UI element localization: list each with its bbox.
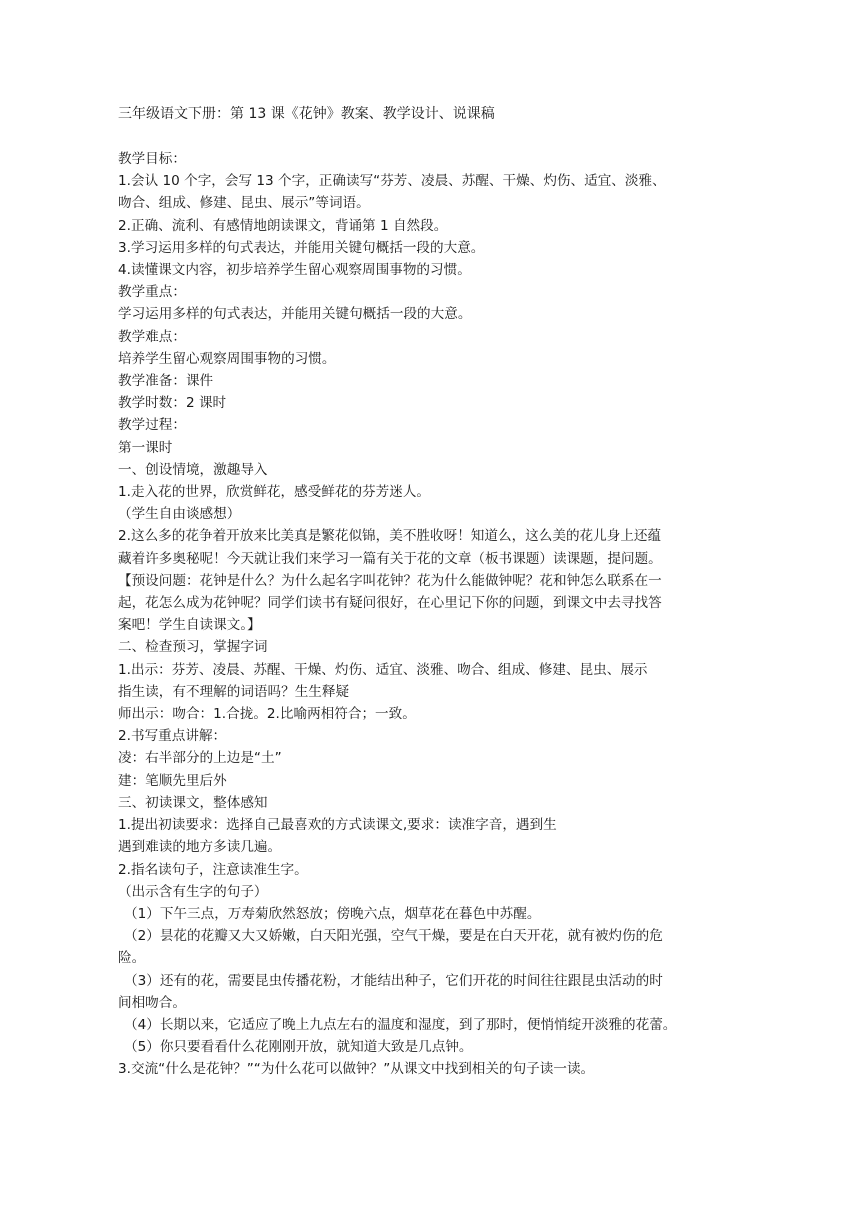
text-line: 教学重点：	[118, 284, 186, 301]
text-line: 第一课时	[118, 439, 173, 456]
text-line: 3.交流“什么是花钟？”“为什么花可以做钟？”从课文中找到相关的句子读一读。	[118, 1061, 595, 1078]
text-line: 1.会认 10 个字，会写 13 个字，正确读写“芬芳、凌晨、苏醒、干燥、灼伤、适宜、淡雅、	[118, 173, 666, 190]
text-line: 1.走入花的世界，欣赏鲜花，感受鲜花的芬芳迷人。	[118, 484, 431, 501]
text-line: （2）昙花的花瓣又大又娇嫩，白天阳光强，空气干燥，要是在白天开花，就有被灼伤的危	[124, 928, 663, 945]
text-line: 培养学生留心观察周围事物的习惯。	[118, 350, 336, 367]
text-line: （学生自由谈感想）	[118, 506, 241, 523]
text-line: 二、检查预习，掌握字词	[118, 639, 268, 656]
text-line: 教学过程：	[118, 417, 186, 434]
text-line: 间相吻合。	[118, 994, 186, 1011]
text-line: 教学时数：2 课时	[118, 395, 227, 412]
text-line: 2.指名读句子，注意读准生字。	[118, 861, 308, 878]
text-line: 险。	[118, 950, 146, 967]
text-line: 1.出示：芬芳、凌晨、苏醒、干燥、灼伤、适宜、淡雅、吻合、组成、修建、昆虫、展示	[118, 661, 648, 678]
text-line: 2.正确、流利、有感情地朗读课文，背诵第 1 自然段。	[118, 217, 448, 234]
text-line: 学习运用多样的句式表达，并能用关键句概括一段的大意。	[118, 306, 472, 323]
text-line: 凌：右半部分的上边是“土”	[118, 750, 282, 767]
document-title: 三年级语文下册：第 13 课《花钟》教案、教学设计、说课稿	[118, 106, 495, 122]
text-line: 吻合、组成、修建、昆虫、展示”等词语。	[118, 195, 370, 212]
text-line: 指生读，有不理解的词语吗？生生释疑	[118, 683, 350, 700]
text-line: 师出示：吻合：1.合拢。2.比喻两相符合；一致。	[118, 706, 416, 723]
document-body	[118, 148, 748, 1081]
text-line: 一、创设情境，激趣导入	[118, 461, 268, 478]
text-line: 2.这么多的花争着开放来比美真是繁花似锦，美不胜收呀！知道么，这么美的花儿身上还蕴	[118, 528, 662, 545]
text-line: 遇到难读的地方多读几遍。	[118, 839, 282, 856]
text-line: 教学目标：	[118, 151, 186, 167]
text-line: 教学准备：课件	[118, 373, 214, 390]
text-line: （3）还有的花，需要昆虫传播花粉，才能结出种子，它们开花的时间往往跟昆虫活动的时	[124, 972, 663, 989]
text-line: 教学难点：	[118, 328, 186, 345]
text-line: 3.学习运用多样的句式表达，并能用关键句概括一段的大意。	[118, 239, 485, 256]
text-line: 建：笔顺先里后外	[118, 772, 227, 789]
text-line: 三、初读课文，整体感知	[118, 794, 268, 811]
document-page	[118, 103, 748, 1081]
text-line: 1.提出初读要求：选择自己最喜欢的方式读课文,要求：读准字音，遇到生	[118, 817, 557, 834]
text-line: （出示含有生字的句子）	[118, 883, 268, 900]
text-line: （4）长期以来，它适应了晚上九点左右的温度和湿度，到了那时，便悄悄绽开淡雅的花蕾。	[124, 1016, 677, 1033]
text-line: （5）你只要看看什么花刚刚开放，就知道大致是几点钟。	[124, 1039, 473, 1056]
text-line: 起，花怎么成为花钟呢？同学们读书有疑问很好，在心里记下你的问题，到课文中去寻找答	[118, 595, 662, 612]
text-line: 2.书写重点讲解：	[118, 728, 227, 745]
text-line: （1）下午三点，万寿菊欣然怒放；傍晚六点，烟草花在暮色中苏醒。	[124, 905, 541, 922]
text-line: 【预设问题：花钟是什么？为什么起名字叫花钟？花为什么能做钟呢？花和钟怎么联系在一	[118, 572, 662, 589]
text-line: 案吧！学生自读课文。】	[118, 617, 261, 634]
text-line: 4.读懂课文内容，初步培养学生留心观察周围事物的习惯。	[118, 262, 471, 279]
text-line: 藏着许多奥秘呢！今天就让我们来学习一篇有关于花的文章（板书课题）读课题，提问题。	[118, 550, 662, 567]
